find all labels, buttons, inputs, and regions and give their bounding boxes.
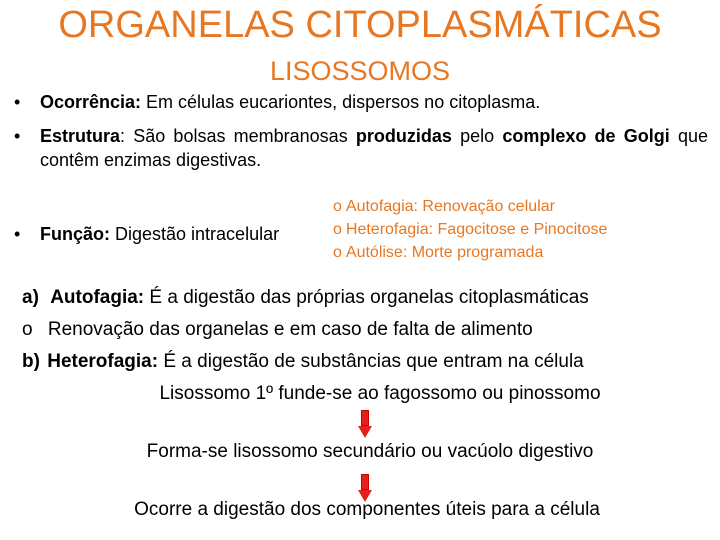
line-renovacao: o Renovação das organelas e em caso de falta de alimento (22, 319, 533, 340)
funcao-option: o Heterofagia: Fagocitose e Pinocitose (333, 221, 608, 238)
funcao-text: Digestão intracelular (110, 224, 280, 244)
estrutura-label: Estrutura (40, 126, 121, 146)
bullet-dot: • (14, 92, 21, 112)
slide-title: ORGANELAS CITOPLASMÁTICAS (58, 4, 662, 46)
estrutura-text-2: pelo (451, 126, 503, 146)
ocorrencia-text: Em células eucariontes, dispersos no citoplasma. (141, 92, 541, 112)
step-3: Ocorre a digestão dos componentes úteis para a célula (134, 499, 600, 520)
line-heterofagia: b) Heterofagia: É a digestão de substâncias que entram na célula (22, 351, 584, 372)
bullet-dot: • (14, 224, 21, 244)
slide-subtitle: LISOSSOMOS (269, 56, 451, 86)
funcao-option: o Autofagia: Renovação celular (333, 198, 555, 215)
step-2: Forma-se lisossomo secundário ou vacúolo digestivo (146, 441, 594, 462)
bullet-dot: • (14, 126, 21, 146)
funcao-options (333, 195, 607, 264)
ocorrencia-label: Ocorrência: (40, 92, 142, 112)
estrutura-bold-1: produzidas (355, 126, 452, 146)
funcao-label: Função: (40, 224, 110, 244)
step-1: Lisossomo 1º funde-se ao fagossomo ou pinossomo (159, 383, 601, 404)
estrutura-text-1: : São bolsas membranosas (120, 126, 356, 146)
estrutura-bold-2: complexo de Golgi (502, 126, 670, 146)
estrutura-text-3: que contêm enzimas digestivas. (40, 126, 708, 170)
line-autofagia: a) Autofagia: É a digestão das próprias organelas citoplasmáticas (22, 287, 589, 308)
funcao-option: o Autólise: Morte programada (333, 244, 544, 261)
down-arrow-icon (359, 410, 371, 438)
